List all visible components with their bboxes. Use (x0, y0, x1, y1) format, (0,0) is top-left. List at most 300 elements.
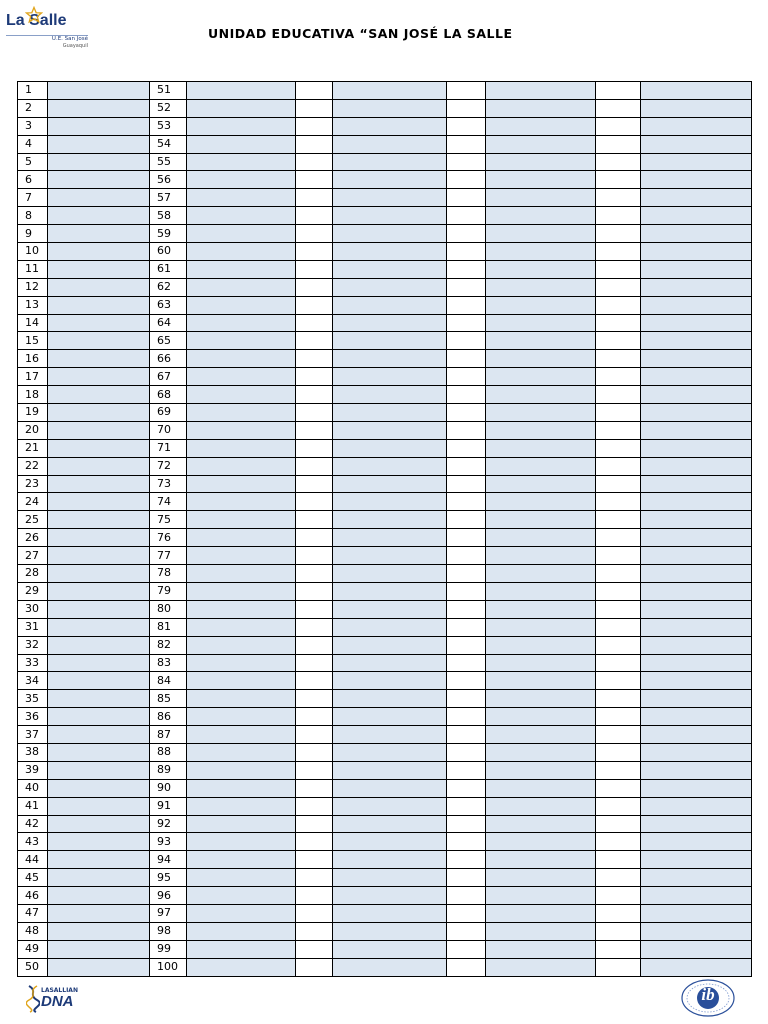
shaded-entry-cell[interactable] (187, 958, 296, 976)
shaded-entry-cell[interactable] (333, 887, 447, 905)
shaded-entry-cell[interactable] (187, 565, 296, 583)
shaded-entry-cell[interactable] (333, 404, 447, 422)
shaded-entry-cell[interactable] (641, 636, 752, 654)
blank-entry-cell[interactable] (296, 600, 333, 618)
shaded-entry-cell[interactable] (48, 189, 150, 207)
blank-entry-cell[interactable] (596, 654, 641, 672)
shaded-entry-cell[interactable] (187, 529, 296, 547)
shaded-entry-cell[interactable] (48, 654, 150, 672)
blank-entry-cell[interactable] (296, 761, 333, 779)
shaded-entry-cell[interactable] (641, 940, 752, 958)
shaded-entry-cell[interactable] (187, 708, 296, 726)
shaded-entry-cell[interactable] (48, 743, 150, 761)
shaded-entry-cell[interactable] (641, 260, 752, 278)
shaded-entry-cell[interactable] (48, 958, 150, 976)
blank-entry-cell[interactable] (296, 672, 333, 690)
shaded-entry-cell[interactable] (48, 779, 150, 797)
shaded-entry-cell[interactable] (641, 869, 752, 887)
shaded-entry-cell[interactable] (486, 761, 596, 779)
shaded-entry-cell[interactable] (187, 135, 296, 153)
shaded-entry-cell[interactable] (333, 225, 447, 243)
blank-entry-cell[interactable] (296, 940, 333, 958)
blank-entry-cell[interactable] (296, 726, 333, 744)
shaded-entry-cell[interactable] (486, 708, 596, 726)
shaded-entry-cell[interactable] (333, 529, 447, 547)
shaded-entry-cell[interactable] (333, 117, 447, 135)
blank-entry-cell[interactable] (447, 743, 486, 761)
shaded-entry-cell[interactable] (641, 618, 752, 636)
shaded-entry-cell[interactable] (641, 887, 752, 905)
shaded-entry-cell[interactable] (187, 350, 296, 368)
shaded-entry-cell[interactable] (48, 314, 150, 332)
shaded-entry-cell[interactable] (641, 654, 752, 672)
blank-entry-cell[interactable] (596, 672, 641, 690)
blank-entry-cell[interactable] (596, 690, 641, 708)
blank-entry-cell[interactable] (596, 887, 641, 905)
blank-entry-cell[interactable] (596, 761, 641, 779)
blank-entry-cell[interactable] (447, 708, 486, 726)
shaded-entry-cell[interactable] (48, 690, 150, 708)
blank-entry-cell[interactable] (596, 475, 641, 493)
blank-entry-cell[interactable] (447, 386, 486, 404)
blank-entry-cell[interactable] (596, 547, 641, 565)
shaded-entry-cell[interactable] (333, 851, 447, 869)
blank-entry-cell[interactable] (296, 296, 333, 314)
shaded-entry-cell[interactable] (641, 117, 752, 135)
shaded-entry-cell[interactable] (333, 833, 447, 851)
shaded-entry-cell[interactable] (187, 314, 296, 332)
blank-entry-cell[interactable] (596, 207, 641, 225)
shaded-entry-cell[interactable] (333, 940, 447, 958)
shaded-entry-cell[interactable] (48, 207, 150, 225)
shaded-entry-cell[interactable] (48, 529, 150, 547)
shaded-entry-cell[interactable] (486, 350, 596, 368)
blank-entry-cell[interactable] (296, 636, 333, 654)
shaded-entry-cell[interactable] (641, 243, 752, 261)
shaded-entry-cell[interactable] (48, 117, 150, 135)
shaded-entry-cell[interactable] (187, 511, 296, 529)
shaded-entry-cell[interactable] (486, 529, 596, 547)
shaded-entry-cell[interactable] (187, 690, 296, 708)
shaded-entry-cell[interactable] (187, 260, 296, 278)
blank-entry-cell[interactable] (596, 368, 641, 386)
blank-entry-cell[interactable] (596, 171, 641, 189)
blank-entry-cell[interactable] (596, 117, 641, 135)
shaded-entry-cell[interactable] (187, 779, 296, 797)
shaded-entry-cell[interactable] (486, 511, 596, 529)
blank-entry-cell[interactable] (296, 171, 333, 189)
shaded-entry-cell[interactable] (187, 493, 296, 511)
shaded-entry-cell[interactable] (48, 278, 150, 296)
shaded-entry-cell[interactable] (333, 618, 447, 636)
shaded-entry-cell[interactable] (641, 225, 752, 243)
blank-entry-cell[interactable] (447, 404, 486, 422)
blank-entry-cell[interactable] (447, 958, 486, 976)
shaded-entry-cell[interactable] (187, 851, 296, 869)
blank-entry-cell[interactable] (447, 153, 486, 171)
blank-entry-cell[interactable] (447, 99, 486, 117)
blank-entry-cell[interactable] (296, 225, 333, 243)
blank-entry-cell[interactable] (447, 171, 486, 189)
blank-entry-cell[interactable] (596, 386, 641, 404)
shaded-entry-cell[interactable] (333, 708, 447, 726)
shaded-entry-cell[interactable] (486, 207, 596, 225)
shaded-entry-cell[interactable] (187, 833, 296, 851)
blank-entry-cell[interactable] (447, 421, 486, 439)
shaded-entry-cell[interactable] (187, 82, 296, 100)
shaded-entry-cell[interactable] (333, 386, 447, 404)
shaded-entry-cell[interactable] (486, 243, 596, 261)
shaded-entry-cell[interactable] (187, 153, 296, 171)
blank-entry-cell[interactable] (296, 278, 333, 296)
shaded-entry-cell[interactable] (48, 600, 150, 618)
shaded-entry-cell[interactable] (187, 618, 296, 636)
blank-entry-cell[interactable] (596, 332, 641, 350)
shaded-entry-cell[interactable] (333, 153, 447, 171)
shaded-entry-cell[interactable] (48, 493, 150, 511)
shaded-entry-cell[interactable] (641, 296, 752, 314)
blank-entry-cell[interactable] (596, 314, 641, 332)
blank-entry-cell[interactable] (596, 922, 641, 940)
shaded-entry-cell[interactable] (48, 260, 150, 278)
shaded-entry-cell[interactable] (333, 636, 447, 654)
blank-entry-cell[interactable] (447, 135, 486, 153)
blank-entry-cell[interactable] (596, 582, 641, 600)
shaded-entry-cell[interactable] (333, 260, 447, 278)
shaded-entry-cell[interactable] (48, 636, 150, 654)
shaded-entry-cell[interactable] (641, 833, 752, 851)
shaded-entry-cell[interactable] (641, 582, 752, 600)
shaded-entry-cell[interactable] (48, 851, 150, 869)
blank-entry-cell[interactable] (296, 779, 333, 797)
shaded-entry-cell[interactable] (48, 171, 150, 189)
blank-entry-cell[interactable] (596, 618, 641, 636)
shaded-entry-cell[interactable] (486, 904, 596, 922)
shaded-entry-cell[interactable] (486, 922, 596, 940)
shaded-entry-cell[interactable] (486, 582, 596, 600)
blank-entry-cell[interactable] (596, 493, 641, 511)
shaded-entry-cell[interactable] (48, 225, 150, 243)
shaded-entry-cell[interactable] (486, 887, 596, 905)
shaded-entry-cell[interactable] (486, 618, 596, 636)
shaded-entry-cell[interactable] (187, 404, 296, 422)
blank-entry-cell[interactable] (296, 833, 333, 851)
shaded-entry-cell[interactable] (48, 797, 150, 815)
blank-entry-cell[interactable] (296, 189, 333, 207)
shaded-entry-cell[interactable] (486, 225, 596, 243)
shaded-entry-cell[interactable] (48, 457, 150, 475)
blank-entry-cell[interactable] (447, 904, 486, 922)
blank-entry-cell[interactable] (296, 869, 333, 887)
shaded-entry-cell[interactable] (187, 368, 296, 386)
shaded-entry-cell[interactable] (641, 547, 752, 565)
shaded-entry-cell[interactable] (187, 940, 296, 958)
shaded-entry-cell[interactable] (187, 439, 296, 457)
shaded-entry-cell[interactable] (187, 636, 296, 654)
blank-entry-cell[interactable] (296, 332, 333, 350)
shaded-entry-cell[interactable] (333, 779, 447, 797)
blank-entry-cell[interactable] (296, 958, 333, 976)
shaded-entry-cell[interactable] (187, 922, 296, 940)
shaded-entry-cell[interactable] (48, 887, 150, 905)
shaded-entry-cell[interactable] (486, 797, 596, 815)
blank-entry-cell[interactable] (596, 243, 641, 261)
blank-entry-cell[interactable] (447, 761, 486, 779)
shaded-entry-cell[interactable] (486, 690, 596, 708)
shaded-entry-cell[interactable] (48, 368, 150, 386)
blank-entry-cell[interactable] (296, 135, 333, 153)
blank-entry-cell[interactable] (296, 350, 333, 368)
blank-entry-cell[interactable] (447, 815, 486, 833)
shaded-entry-cell[interactable] (187, 171, 296, 189)
blank-entry-cell[interactable] (447, 225, 486, 243)
blank-entry-cell[interactable] (596, 135, 641, 153)
shaded-entry-cell[interactable] (641, 904, 752, 922)
shaded-entry-cell[interactable] (187, 672, 296, 690)
blank-entry-cell[interactable] (447, 833, 486, 851)
shaded-entry-cell[interactable] (486, 958, 596, 976)
shaded-entry-cell[interactable] (641, 708, 752, 726)
blank-entry-cell[interactable] (296, 922, 333, 940)
shaded-entry-cell[interactable] (48, 386, 150, 404)
blank-entry-cell[interactable] (596, 260, 641, 278)
blank-entry-cell[interactable] (596, 189, 641, 207)
blank-entry-cell[interactable] (447, 797, 486, 815)
shaded-entry-cell[interactable] (333, 332, 447, 350)
shaded-entry-cell[interactable] (48, 547, 150, 565)
shaded-entry-cell[interactable] (48, 904, 150, 922)
shaded-entry-cell[interactable] (486, 815, 596, 833)
blank-entry-cell[interactable] (296, 851, 333, 869)
blank-entry-cell[interactable] (447, 672, 486, 690)
blank-entry-cell[interactable] (447, 439, 486, 457)
shaded-entry-cell[interactable] (48, 511, 150, 529)
shaded-entry-cell[interactable] (333, 511, 447, 529)
shaded-entry-cell[interactable] (187, 547, 296, 565)
blank-entry-cell[interactable] (447, 582, 486, 600)
blank-entry-cell[interactable] (296, 404, 333, 422)
shaded-entry-cell[interactable] (641, 565, 752, 583)
shaded-entry-cell[interactable] (641, 922, 752, 940)
blank-entry-cell[interactable] (296, 153, 333, 171)
shaded-entry-cell[interactable] (187, 743, 296, 761)
shaded-entry-cell[interactable] (187, 726, 296, 744)
shaded-entry-cell[interactable] (48, 761, 150, 779)
shaded-entry-cell[interactable] (333, 761, 447, 779)
shaded-entry-cell[interactable] (333, 296, 447, 314)
shaded-entry-cell[interactable] (641, 815, 752, 833)
shaded-entry-cell[interactable] (48, 565, 150, 583)
blank-entry-cell[interactable] (596, 225, 641, 243)
blank-entry-cell[interactable] (447, 368, 486, 386)
shaded-entry-cell[interactable] (641, 743, 752, 761)
blank-entry-cell[interactable] (596, 940, 641, 958)
shaded-entry-cell[interactable] (641, 797, 752, 815)
blank-entry-cell[interactable] (447, 278, 486, 296)
shaded-entry-cell[interactable] (187, 243, 296, 261)
blank-entry-cell[interactable] (596, 99, 641, 117)
shaded-entry-cell[interactable] (333, 600, 447, 618)
shaded-entry-cell[interactable] (187, 278, 296, 296)
blank-entry-cell[interactable] (447, 117, 486, 135)
shaded-entry-cell[interactable] (486, 296, 596, 314)
shaded-entry-cell[interactable] (48, 82, 150, 100)
shaded-entry-cell[interactable] (48, 582, 150, 600)
blank-entry-cell[interactable] (447, 887, 486, 905)
shaded-entry-cell[interactable] (333, 690, 447, 708)
shaded-entry-cell[interactable] (333, 869, 447, 887)
blank-entry-cell[interactable] (596, 958, 641, 976)
blank-entry-cell[interactable] (447, 243, 486, 261)
shaded-entry-cell[interactable] (333, 904, 447, 922)
shaded-entry-cell[interactable] (48, 726, 150, 744)
shaded-entry-cell[interactable] (641, 672, 752, 690)
blank-entry-cell[interactable] (447, 922, 486, 940)
shaded-entry-cell[interactable] (641, 529, 752, 547)
blank-entry-cell[interactable] (596, 708, 641, 726)
blank-entry-cell[interactable] (447, 851, 486, 869)
shaded-entry-cell[interactable] (333, 368, 447, 386)
blank-entry-cell[interactable] (296, 618, 333, 636)
shaded-entry-cell[interactable] (486, 135, 596, 153)
blank-entry-cell[interactable] (296, 207, 333, 225)
shaded-entry-cell[interactable] (486, 314, 596, 332)
shaded-entry-cell[interactable] (641, 851, 752, 869)
shaded-entry-cell[interactable] (486, 439, 596, 457)
blank-entry-cell[interactable] (296, 529, 333, 547)
shaded-entry-cell[interactable] (641, 761, 752, 779)
shaded-entry-cell[interactable] (641, 135, 752, 153)
blank-entry-cell[interactable] (296, 82, 333, 100)
shaded-entry-cell[interactable] (486, 726, 596, 744)
blank-entry-cell[interactable] (447, 726, 486, 744)
blank-entry-cell[interactable] (447, 600, 486, 618)
shaded-entry-cell[interactable] (187, 600, 296, 618)
shaded-entry-cell[interactable] (48, 350, 150, 368)
shaded-entry-cell[interactable] (486, 117, 596, 135)
blank-entry-cell[interactable] (296, 260, 333, 278)
blank-entry-cell[interactable] (596, 82, 641, 100)
blank-entry-cell[interactable] (447, 511, 486, 529)
shaded-entry-cell[interactable] (641, 958, 752, 976)
blank-entry-cell[interactable] (447, 636, 486, 654)
shaded-entry-cell[interactable] (486, 260, 596, 278)
shaded-entry-cell[interactable] (486, 189, 596, 207)
shaded-entry-cell[interactable] (187, 887, 296, 905)
blank-entry-cell[interactable] (447, 940, 486, 958)
shaded-entry-cell[interactable] (333, 922, 447, 940)
blank-entry-cell[interactable] (596, 797, 641, 815)
shaded-entry-cell[interactable] (48, 708, 150, 726)
shaded-entry-cell[interactable] (48, 421, 150, 439)
shaded-entry-cell[interactable] (333, 565, 447, 583)
shaded-entry-cell[interactable] (187, 421, 296, 439)
blank-entry-cell[interactable] (447, 475, 486, 493)
shaded-entry-cell[interactable] (187, 207, 296, 225)
blank-entry-cell[interactable] (447, 314, 486, 332)
shaded-entry-cell[interactable] (187, 761, 296, 779)
shaded-entry-cell[interactable] (48, 672, 150, 690)
shaded-entry-cell[interactable] (333, 243, 447, 261)
shaded-entry-cell[interactable] (48, 618, 150, 636)
blank-entry-cell[interactable] (447, 350, 486, 368)
blank-entry-cell[interactable] (596, 421, 641, 439)
blank-entry-cell[interactable] (447, 779, 486, 797)
shaded-entry-cell[interactable] (48, 475, 150, 493)
blank-entry-cell[interactable] (296, 904, 333, 922)
shaded-entry-cell[interactable] (48, 243, 150, 261)
blank-entry-cell[interactable] (447, 690, 486, 708)
shaded-entry-cell[interactable] (333, 475, 447, 493)
shaded-entry-cell[interactable] (187, 654, 296, 672)
shaded-entry-cell[interactable] (333, 582, 447, 600)
blank-entry-cell[interactable] (596, 439, 641, 457)
shaded-entry-cell[interactable] (641, 779, 752, 797)
blank-entry-cell[interactable] (596, 600, 641, 618)
shaded-entry-cell[interactable] (333, 654, 447, 672)
shaded-entry-cell[interactable] (333, 207, 447, 225)
blank-entry-cell[interactable] (296, 743, 333, 761)
blank-entry-cell[interactable] (596, 833, 641, 851)
shaded-entry-cell[interactable] (486, 600, 596, 618)
shaded-entry-cell[interactable] (187, 99, 296, 117)
blank-entry-cell[interactable] (596, 851, 641, 869)
shaded-entry-cell[interactable] (486, 82, 596, 100)
blank-entry-cell[interactable] (596, 636, 641, 654)
shaded-entry-cell[interactable] (486, 99, 596, 117)
shaded-entry-cell[interactable] (486, 404, 596, 422)
blank-entry-cell[interactable] (296, 582, 333, 600)
blank-entry-cell[interactable] (447, 869, 486, 887)
shaded-entry-cell[interactable] (187, 582, 296, 600)
shaded-entry-cell[interactable] (333, 493, 447, 511)
blank-entry-cell[interactable] (596, 904, 641, 922)
shaded-entry-cell[interactable] (641, 171, 752, 189)
blank-entry-cell[interactable] (596, 815, 641, 833)
shaded-entry-cell[interactable] (333, 439, 447, 457)
shaded-entry-cell[interactable] (486, 153, 596, 171)
shaded-entry-cell[interactable] (486, 421, 596, 439)
blank-entry-cell[interactable] (296, 386, 333, 404)
blank-entry-cell[interactable] (296, 565, 333, 583)
blank-entry-cell[interactable] (447, 260, 486, 278)
shaded-entry-cell[interactable] (48, 153, 150, 171)
shaded-entry-cell[interactable] (486, 386, 596, 404)
blank-entry-cell[interactable] (596, 296, 641, 314)
shaded-entry-cell[interactable] (333, 815, 447, 833)
shaded-entry-cell[interactable] (187, 904, 296, 922)
shaded-entry-cell[interactable] (641, 404, 752, 422)
shaded-entry-cell[interactable] (333, 171, 447, 189)
shaded-entry-cell[interactable] (333, 314, 447, 332)
blank-entry-cell[interactable] (296, 421, 333, 439)
shaded-entry-cell[interactable] (333, 547, 447, 565)
shaded-entry-cell[interactable] (486, 869, 596, 887)
blank-entry-cell[interactable] (596, 565, 641, 583)
shaded-entry-cell[interactable] (486, 278, 596, 296)
blank-entry-cell[interactable] (296, 797, 333, 815)
shaded-entry-cell[interactable] (333, 797, 447, 815)
blank-entry-cell[interactable] (296, 457, 333, 475)
shaded-entry-cell[interactable] (486, 833, 596, 851)
shaded-entry-cell[interactable] (486, 493, 596, 511)
shaded-entry-cell[interactable] (641, 457, 752, 475)
shaded-entry-cell[interactable] (641, 350, 752, 368)
shaded-entry-cell[interactable] (333, 457, 447, 475)
blank-entry-cell[interactable] (447, 189, 486, 207)
blank-entry-cell[interactable] (296, 654, 333, 672)
shaded-entry-cell[interactable] (641, 153, 752, 171)
